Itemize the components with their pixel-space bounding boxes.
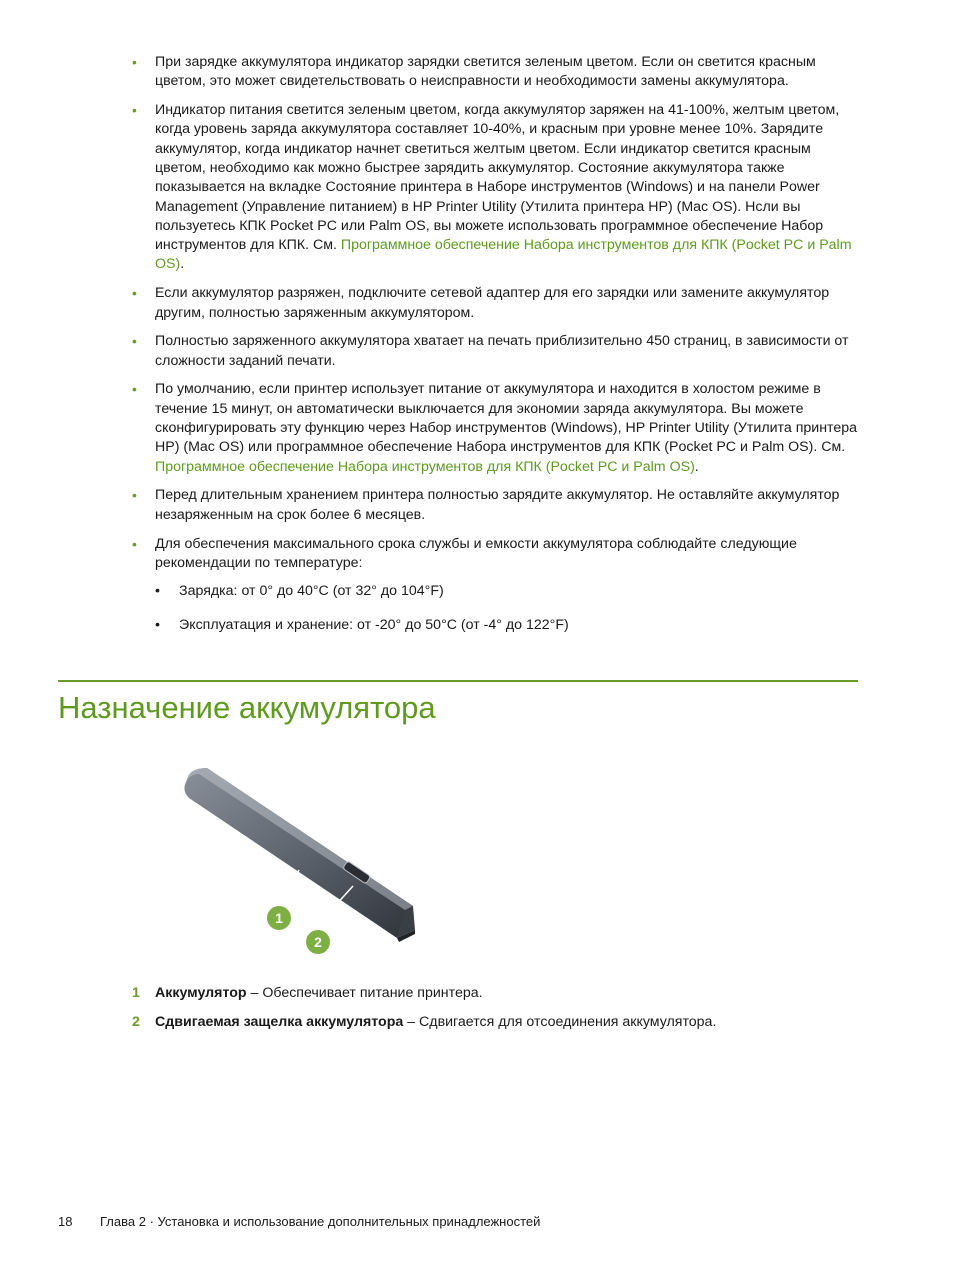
bullet-dot: • bbox=[132, 381, 137, 398]
toolbox-link[interactable]: Программное обеспечение Набора инструментов для КПК (Pocket PC и Palm OS) bbox=[155, 237, 852, 273]
bullet-dot: • bbox=[132, 487, 137, 504]
legend-item bbox=[132, 1013, 872, 1032]
sub-bullet-dot: • bbox=[155, 583, 160, 600]
bullet-text: Индикатор питания светится зеленым цветом, когда аккумулятор заряжен на 41-100%, желтым цветом, когда уровень заряда аккумулятора составляет 10-40%, и красным при уровне менее 10%. Зарядите аккумулятор, когда индикатор начнет светиться желтым цветом. Если индикатор светится красным цветом, необходимо как можно быстрее зарядить аккумулятор. Состояние аккумулятора также показывается на вкладке Состояние принтера в Наборе инструментов (Windows) и на панели Power Management (Управление питанием) в HP Printer Utility (Утилита принтера HP) (Mac OS). Нсли вы пользуетесь КПК Pocket PC или Palm OS, вы можете использовать программное обеспечение Набор инструментов для КПК. См. bbox=[155, 102, 840, 254]
battery-icon bbox=[184, 768, 415, 942]
sub-list-item bbox=[155, 616, 862, 635]
legend-term: Сдвигаемая защелка аккумулятора bbox=[155, 1014, 404, 1030]
legend-number: 2 bbox=[132, 1014, 140, 1030]
battery-svg bbox=[175, 758, 435, 958]
legend-description: – Обеспечивает питание принтера. bbox=[246, 985, 483, 1001]
sub-list-item bbox=[155, 582, 862, 601]
sub-bullet-dot: • bbox=[155, 617, 160, 634]
sub-bullet-text: Эксплуатация и хранение: от -20° до 50°C (от -4° до 122°F) bbox=[179, 617, 569, 634]
svg-text:2: 2 bbox=[314, 934, 322, 950]
list-item bbox=[132, 284, 862, 323]
sub-bullet-text: Зарядка: от 0° до 40°C (от 32° до 104°F) bbox=[179, 583, 444, 600]
chapter-title: Глава 2 · Установка и использование дополнительных принадлежностей bbox=[100, 1214, 541, 1229]
bullet-dot: • bbox=[132, 102, 137, 119]
bullet-list bbox=[132, 53, 862, 651]
list-item bbox=[132, 380, 862, 476]
bullet-tail: . bbox=[694, 458, 699, 475]
legend-term: Аккумулятор bbox=[155, 985, 247, 1001]
bullet-text: Полностью заряженного аккумулятора хватает на печать приблизительно 450 страниц, в зависимости от сложности заданий печати. bbox=[155, 333, 849, 369]
list-item bbox=[132, 101, 862, 275]
list-item bbox=[132, 535, 862, 636]
bullet-text: По умолчанию, если принтер использует питание от аккумулятора и находится в холостом режиме в течение 15 минут, он автоматически выключается для экономии заряда аккумулятора. Вы можете сконфигурировать эту функцию через Набор инструментов (Windows), HP Printer Utility (Утилита принтера HP) (Mac OS) или программное обеспечение Набора инструментов для КПК (Pocket PC и Palm OS). См. bbox=[155, 381, 858, 456]
list-item bbox=[132, 486, 862, 525]
list-item bbox=[132, 53, 862, 92]
page-footer bbox=[58, 1214, 540, 1229]
toolbox-link[interactable]: Программное обеспечение Набора инструментов для КПК (Pocket PC и Palm OS) bbox=[155, 458, 695, 475]
figure-legend bbox=[132, 984, 872, 1042]
bullet-dot: • bbox=[132, 535, 137, 552]
section-divider bbox=[58, 680, 858, 682]
bullet-dot: • bbox=[132, 333, 137, 350]
list-item bbox=[132, 332, 862, 371]
bullet-dot: • bbox=[132, 285, 137, 302]
battery-illustration bbox=[175, 758, 435, 958]
temperature-list bbox=[155, 582, 862, 636]
svg-text:1: 1 bbox=[275, 910, 283, 926]
callout-1 bbox=[267, 906, 291, 930]
bullet-tail: . bbox=[180, 256, 185, 273]
bullet-text: При зарядке аккумулятора индикатор зарядки светится зеленым цветом. Если он светится красным цветом, это может свидетельствовать о неисправности и необходимости замены аккумулятора. bbox=[155, 54, 816, 90]
bullet-text: Перед длительным хранением принтера полностью зарядите аккумулятор. Не оставляйте аккумулятор незаряженным на срок более 6 месяцев. bbox=[155, 487, 840, 523]
callout-2 bbox=[306, 930, 330, 954]
bullet-dot: • bbox=[132, 54, 137, 70]
legend-number: 1 bbox=[132, 985, 140, 1001]
callout-line-1 bbox=[280, 870, 299, 906]
bullet-text: Для обеспечения максимального срока службы и емкости аккумулятора соблюдайте следующие рекомендации по температуре: bbox=[155, 535, 797, 571]
legend-item bbox=[132, 984, 872, 1003]
legend-description: – Сдвигается для отсоединения аккумулятора. bbox=[403, 1014, 717, 1030]
bullet-text: Если аккумулятор разряжен, подключите сетевой адаптер для его зарядки или замените аккумулятор другим, полностью заряженным аккумулятором. bbox=[155, 285, 830, 321]
section-title: Назначение аккумулятора bbox=[58, 690, 436, 725]
page-number: 18 bbox=[58, 1214, 73, 1229]
